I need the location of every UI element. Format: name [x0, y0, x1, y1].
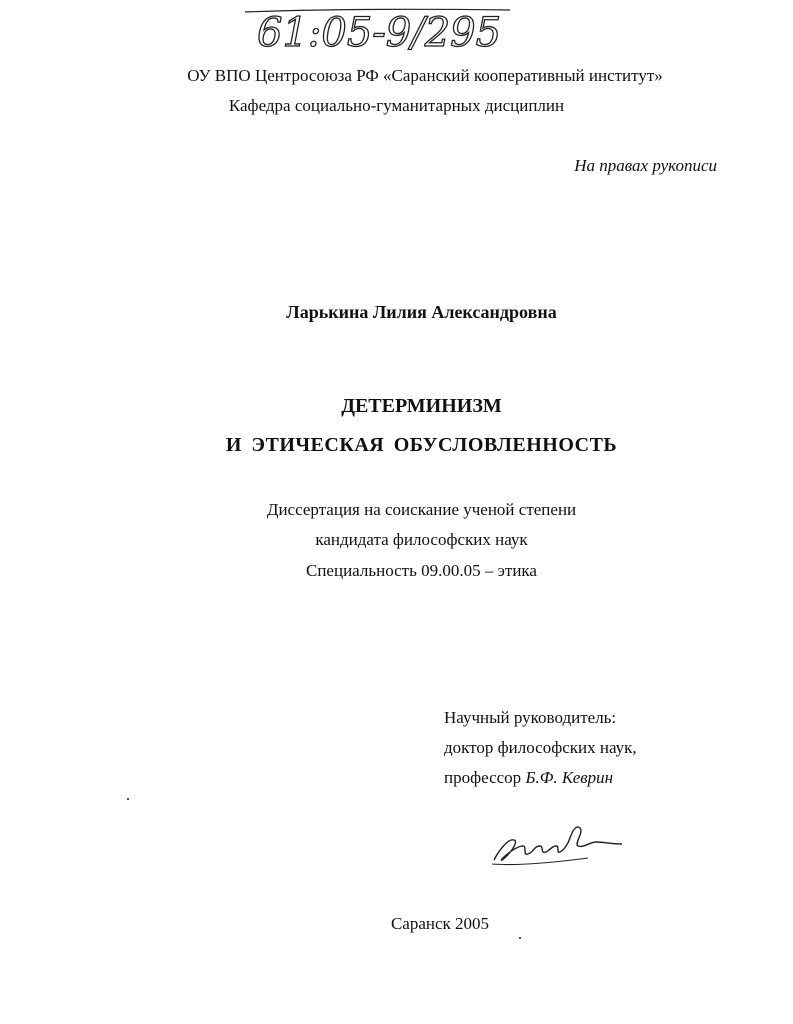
specialty-statement: Специальность 09.00.05 – этика	[306, 561, 537, 580]
handwritten-catalog-number-text: 61:05-9/295	[257, 10, 502, 56]
institute-name: ОУ ВПО Центросоюза РФ «Саранский кооперативный институт»	[187, 66, 663, 85]
degree-statement-line2: кандидата философских наук	[315, 530, 528, 549]
scan-speck	[127, 798, 129, 800]
handwritten-catalog-number	[235, 0, 515, 62]
degree-statement-line1: Диссертация на соискание ученой степени	[266, 500, 577, 519]
dissertation-title-line2: И ЭТИЧЕСКАЯ ОБУСЛОВЛЕННОСТЬ	[225, 434, 618, 456]
department-name: Кафедра социально-гуманитарных дисциплин	[228, 96, 565, 115]
supervisor-title-and-name	[444, 768, 613, 788]
signature-drawing	[488, 818, 628, 874]
supervisor-label: Научный руководитель:	[444, 708, 617, 727]
supervisor-name: Б.Ф. Кеврин	[525, 768, 614, 787]
author-name: Ларькина Лилия Александровна	[286, 302, 557, 322]
dissertation-title-line1: ДЕТЕРМИНИЗМ	[341, 395, 502, 417]
manuscript-rights-note: На правах рукописи	[574, 156, 717, 175]
supervisor-degree: доктор философских наук,	[444, 738, 637, 757]
handwritten-catalog-number-drawing	[235, 0, 515, 62]
supervisor-title: профессор	[444, 768, 526, 787]
handwritten-signature	[488, 818, 628, 874]
scan-speck	[519, 937, 521, 939]
city-and-year: Саранск 2005	[390, 914, 490, 933]
